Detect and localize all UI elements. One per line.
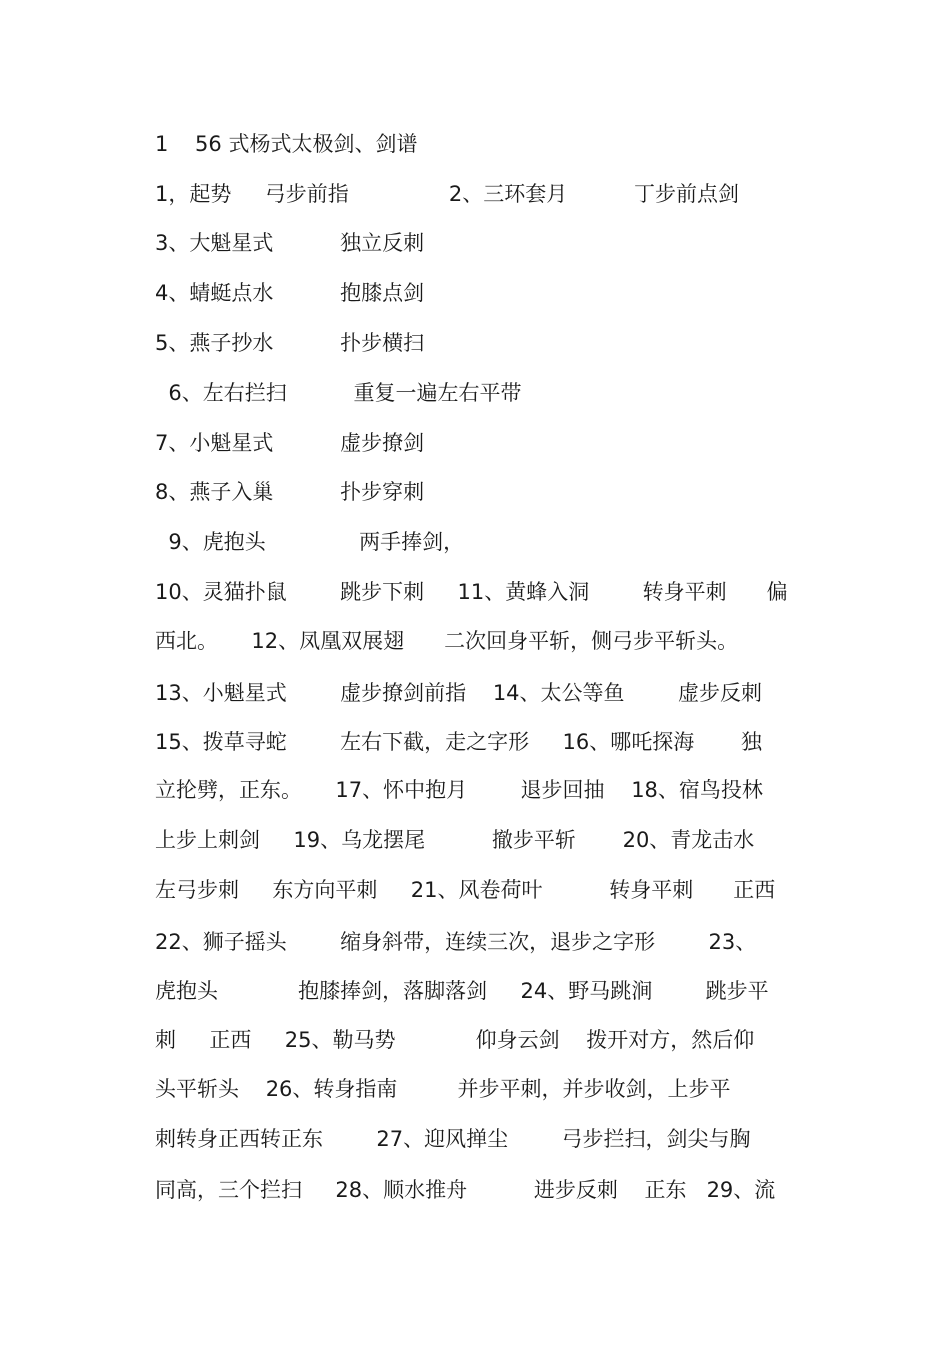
text-line: 15、拨草寻蛇 左右下截，走之字形 16、哪吒探海 独 [155,730,762,754]
document-title: 1 56 式杨式太极剑、剑谱 [155,132,418,156]
text-line: 头平斩头 26、转身指南 并步平刺，并步收剑，上步平 [155,1077,731,1101]
text-line: 刺转身正西转正东 27、迎风掸尘 弓步拦扫，剑尖与胸 [155,1127,751,1151]
text-line: 同高，三个拦扫 28、顺水推舟 进步反刺 正东 29、流 [155,1178,776,1202]
text-line: 左弓步刺 东方向平刺 21、风卷荷叶 转身平刺 正西 [155,878,776,902]
text-line: 10、灵猫扑鼠 跳步下刺 11、黄蜂入洞 转身平刺 偏 [155,580,788,604]
text-line: 西北。 12、凤凰双展翅 二次回身平斩，侧弓步平斩头。 [155,629,739,653]
text-line: 22、狮子摇头 缩身斜带，连续三次，退步之字形 23、 [155,930,757,954]
text-line: 4、蜻蜓点水 抱膝点剑 [155,281,425,305]
text-line: 5、燕子抄水 扑步横扫 [155,331,425,355]
text-line: 7、小魁星式 虚步撩剑 [155,431,425,455]
text-line: 13、小魁星式 虚步撩剑前指 14、太公等鱼 虚步反刺 [155,681,762,705]
text-line: 8、燕子入巢 扑步穿刺 [155,480,425,504]
text-line: 6、左右拦扫 重复一遍左右平带 [155,381,522,405]
text-line: 虎抱头 抱膝捧剑，落脚落剑 24、野马跳涧 跳步平 [155,979,769,1003]
text-line: 9、虎抱头 两手捧剑， [155,530,465,554]
text-line: 1，起势 弓步前指 2、三环套月 丁步前点剑 [155,182,739,206]
text-line: 立抡劈，正东。 17、怀中抱月 退步回抽 18、宿鸟投林 [155,778,763,802]
text-line: 刺 正西 25、勒马势 仰身云剑 拨开对方，然后仰 [155,1028,755,1052]
text-line: 上步上刺剑 19、乌龙摆尾 撤步平斩 20、青龙击水 [155,828,755,852]
text-line: 3、大魁星式 独立反刺 [155,231,425,255]
